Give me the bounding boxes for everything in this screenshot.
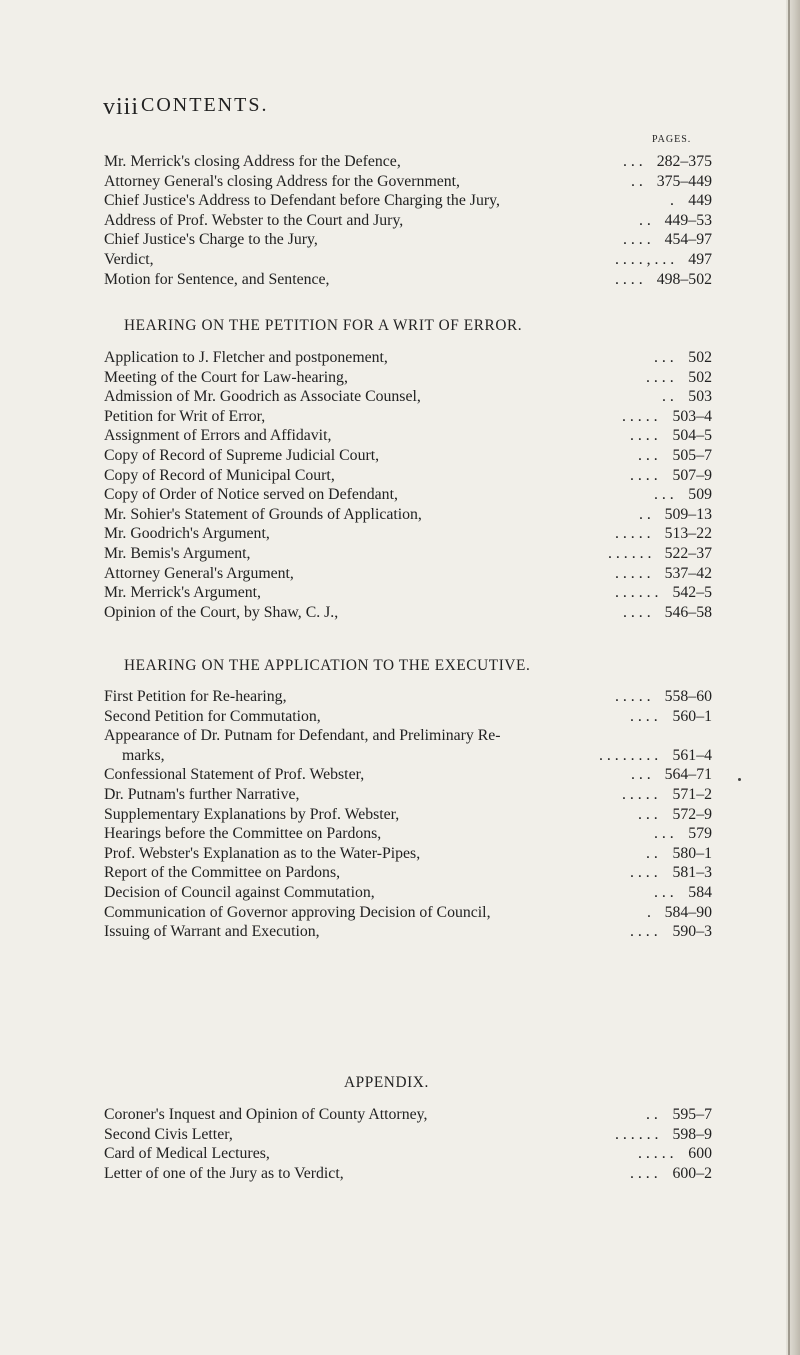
toc-entry-pages: 600–2 (672, 1164, 712, 1182)
toc-entry-leader-dots: . . . . . . . . (599, 746, 659, 764)
toc-entry-pages: 503–4 (672, 407, 712, 425)
toc-entry-title: Opinion of the Court, by Shaw, C. J., (104, 603, 339, 621)
toc-entry-title: marks, (122, 746, 165, 764)
toc-section-continued (104, 152, 712, 289)
toc-entry-pages: 375–449 (656, 172, 712, 190)
toc-entry-title: Issuing of Warrant and Execution, (104, 923, 320, 941)
toc-entry-leader-dots: . . . . . . (615, 584, 659, 602)
page-edge-line (788, 0, 790, 1355)
toc-entry-leader-dots: . . (646, 844, 658, 862)
toc-entry (104, 211, 712, 231)
toc-entry-title: Second Petition for Commutation, (104, 707, 321, 725)
toc-entry-title: Mr. Merrick's closing Address for the Defence, (104, 153, 401, 170)
toc-entry-pages: 542–5 (672, 584, 712, 602)
toc-entry (104, 805, 712, 825)
section-heading-executive: HEARING ON THE APPLICATION TO THE EXECUTIVE. (124, 657, 531, 674)
toc-entry (104, 270, 712, 290)
toc-entry-leader-dots: . . . . (630, 923, 658, 941)
toc-entry-title: First Petition for Re-hearing, (104, 688, 287, 705)
toc-entry (104, 765, 712, 785)
toc-entry-pages: 572–9 (672, 805, 712, 823)
toc-entry-leader-dots: . . . . . (615, 564, 651, 582)
toc-entry-leader-dots: . . . . (623, 603, 651, 621)
toc-entry-leader-dots: . . . . (630, 427, 658, 445)
toc-entry (104, 426, 712, 446)
toc-entry (104, 824, 712, 844)
toc-entry-title: Second Civis Letter, (104, 1125, 233, 1143)
toc-entry-pages: 598–9 (672, 1125, 712, 1143)
toc-entry-title: Mr. Merrick's Argument, (104, 584, 261, 602)
toc-entry (104, 250, 712, 270)
toc-entry (104, 387, 712, 407)
toc-entry-title: Attorney General's closing Address for the Government, (104, 172, 460, 190)
toc-entry-leader-dots: . . . (638, 805, 658, 823)
toc-entry-title: Hearings before the Committee on Pardons, (104, 825, 382, 843)
toc-entry-pages: 509–13 (664, 505, 712, 523)
section-heading-writ-of-error: HEARING ON THE PETITION FOR A WRIT OF ERROR. (124, 317, 523, 334)
toc-entry-leader-dots: . . . . . (615, 688, 651, 705)
toc-entry-leader-dots: . . . . . (615, 525, 651, 543)
toc-entry-pages: 449 (688, 192, 712, 210)
toc-entry-leader-dots: . . . . . (622, 785, 658, 803)
toc-entry-leader-dots: . . . . , . . . (615, 250, 675, 268)
toc-entry-title: Confessional Statement of Prof. Webster, (104, 766, 365, 784)
toc-entry (104, 368, 712, 388)
toc-entry-pages: 584 (688, 883, 712, 901)
toc-entry-pages: 503 (688, 388, 712, 406)
toc-entry-pages: 502 (688, 349, 712, 366)
toc-entry-pages: 546–58 (664, 603, 712, 621)
toc-entry-pages: 497 (688, 250, 712, 268)
toc-entry (104, 603, 712, 623)
toc-entry (104, 746, 712, 766)
toc-entry (104, 707, 712, 727)
pages-column-label: PAGES. (652, 134, 692, 145)
toc-entry (104, 446, 712, 466)
toc-entry-leader-dots: . . . . (630, 707, 658, 725)
toc-entry-title: Petition for Writ of Error, (104, 407, 266, 425)
toc-entry-title: Supplementary Explanations by Prof. Webster, (104, 805, 400, 823)
toc-entry (104, 348, 712, 368)
toc-entry (104, 1164, 712, 1184)
toc-entry (104, 1125, 712, 1145)
toc-entry-leader-dots: . . . . . . (608, 544, 652, 562)
toc-entry-title: Card of Medical Lectures, (104, 1145, 270, 1163)
toc-entry-leader-dots: . . . (654, 825, 674, 843)
toc-entry-title: Application to J. Fletcher and postponement, (104, 349, 388, 366)
toc-entry-leader-dots: . . . . (623, 231, 651, 249)
toc-entry-pages: 595–7 (672, 1106, 712, 1123)
toc-entry-pages: 498–502 (656, 270, 712, 288)
running-title: CONTENTS. (141, 94, 269, 116)
toc-entry-title: Copy of Record of Municipal Court, (104, 466, 335, 484)
toc-entry (104, 230, 712, 250)
toc-entry (104, 1105, 712, 1125)
toc-entry-pages: 454–97 (664, 231, 712, 249)
toc-entry-title: Copy of Record of Supreme Judicial Court, (104, 446, 380, 464)
toc-entry-title: Prof. Webster's Explanation as to the Water-Pipes, (104, 844, 421, 862)
toc-entry (104, 883, 712, 903)
toc-entry-pages: 282–375 (656, 153, 712, 170)
toc-entry-title: Mr. Bemis's Argument, (104, 544, 251, 562)
section-heading-appendix: APPENDIX. (344, 1074, 429, 1091)
toc-entry (104, 922, 712, 942)
toc-entry (104, 726, 712, 746)
toc-entry-leader-dots: . . . (623, 153, 643, 170)
toc-entry-title: Appearance of Dr. Putnam for Defendant, and Preliminary Re- (104, 727, 501, 745)
toc-entry-leader-dots: . . (639, 505, 651, 523)
toc-entry (104, 466, 712, 486)
toc-entry (104, 863, 712, 883)
toc-entry-pages: 590–3 (672, 923, 712, 941)
toc-entry (104, 844, 712, 864)
toc-entry-pages: 560–1 (672, 707, 712, 725)
toc-entry-leader-dots: . . . . (615, 270, 643, 288)
toc-entry-leader-dots: . . . (654, 349, 674, 366)
toc-entry-pages: 584–90 (664, 903, 712, 921)
toc-entry (104, 1144, 712, 1164)
toc-entry-title: Communication of Governor approving Decision of Council, (104, 903, 491, 921)
toc-entry-leader-dots: . . (662, 388, 674, 406)
toc-entry (104, 687, 712, 707)
toc-entry (104, 172, 712, 192)
toc-entry-pages: 564–71 (664, 766, 712, 784)
toc-section-executive (104, 687, 712, 942)
toc-entry-pages: 507–9 (672, 466, 712, 484)
toc-entry-leader-dots: . . . (638, 446, 658, 464)
toc-entry (104, 903, 712, 923)
toc-entry (104, 191, 712, 211)
toc-section-appendix (104, 1105, 712, 1183)
page-blemish (738, 778, 741, 781)
toc-entry (104, 544, 712, 564)
toc-entry-pages: 571–2 (672, 785, 712, 803)
toc-entry-title: Coroner's Inquest and Opinion of County Attorney, (104, 1106, 428, 1123)
toc-entry-leader-dots: . . . (631, 766, 651, 784)
page-number: viii (103, 94, 140, 120)
toc-entry-title: Chief Justice's Address to Defendant before Charging the Jury, (104, 192, 500, 210)
toc-entry (104, 485, 712, 505)
toc-entry-title: Copy of Order of Notice served on Defendant, (104, 486, 398, 504)
toc-entry-leader-dots: . . . (654, 486, 674, 504)
page-header (103, 94, 723, 124)
toc-entry-title: Verdict, (104, 250, 154, 268)
toc-entry-pages: 580–1 (672, 844, 712, 862)
toc-entry-leader-dots: . . . . (630, 1164, 658, 1182)
toc-entry-title: Mr. Goodrich's Argument, (104, 525, 270, 543)
toc-entry-leader-dots: . . (631, 172, 643, 190)
toc-entry-title: Assignment of Errors and Affidavit, (104, 427, 332, 445)
toc-entry (104, 583, 712, 603)
toc-entry-title: Attorney General's Argument, (104, 564, 294, 582)
toc-entry-leader-dots: . . . . . (622, 407, 658, 425)
toc-entry-title: Report of the Committee on Pardons, (104, 864, 341, 882)
toc-entry (104, 564, 712, 584)
toc-entry-leader-dots: . . . . . . (615, 1125, 659, 1143)
toc-entry-pages: 513–22 (664, 525, 712, 543)
toc-entry-leader-dots: . . . . (630, 864, 658, 882)
toc-entry-leader-dots: . . . . . (638, 1145, 674, 1163)
toc-entry (104, 524, 712, 544)
toc-entry (104, 407, 712, 427)
toc-entry-title: Motion for Sentence, and Sentence, (104, 270, 330, 288)
toc-entry-pages: 449–53 (664, 211, 712, 229)
toc-entry-pages: 505–7 (672, 446, 712, 464)
toc-entry-leader-dots: . . (639, 211, 651, 229)
toc-entry (104, 505, 712, 525)
toc-section-writ-of-error (104, 348, 712, 622)
toc-entry-pages: 522–37 (664, 544, 712, 562)
toc-entry-pages: 502 (688, 368, 712, 386)
toc-entry-title: Letter of one of the Jury as to Verdict, (104, 1164, 344, 1182)
toc-entry-pages: 581–3 (672, 864, 712, 882)
toc-entry-title: Decision of Council against Commutation, (104, 883, 375, 901)
toc-entry (104, 152, 712, 172)
toc-entry-pages: 509 (688, 486, 712, 504)
toc-entry-title: Chief Justice's Charge to the Jury, (104, 231, 318, 249)
toc-entry-leader-dots: . . . . (646, 368, 674, 386)
toc-entry-leader-dots: . . . . (630, 466, 658, 484)
toc-entry-pages: 537–42 (664, 564, 712, 582)
toc-entry-pages: 558–60 (664, 688, 712, 705)
toc-entry-title: Address of Prof. Webster to the Court and Jury, (104, 211, 404, 229)
toc-entry-pages: 561–4 (672, 746, 712, 764)
toc-entry-title: Meeting of the Court for Law-hearing, (104, 368, 348, 386)
toc-entry-title: Admission of Mr. Goodrich as Associate Counsel, (104, 388, 421, 406)
toc-entry-leader-dots: . (670, 192, 674, 210)
toc-entry-leader-dots: . . . (654, 883, 674, 901)
toc-entry-pages: 600 (688, 1145, 712, 1163)
toc-entry-title: Dr. Putnam's further Narrative, (104, 785, 300, 803)
toc-entry-pages: 579 (688, 825, 712, 843)
toc-entry-leader-dots: . . (646, 1106, 658, 1123)
toc-entry (104, 785, 712, 805)
toc-entry-title: Mr. Sohier's Statement of Grounds of Application, (104, 505, 422, 523)
toc-entry-leader-dots: . (647, 903, 651, 921)
toc-entry-pages: 504–5 (672, 427, 712, 445)
